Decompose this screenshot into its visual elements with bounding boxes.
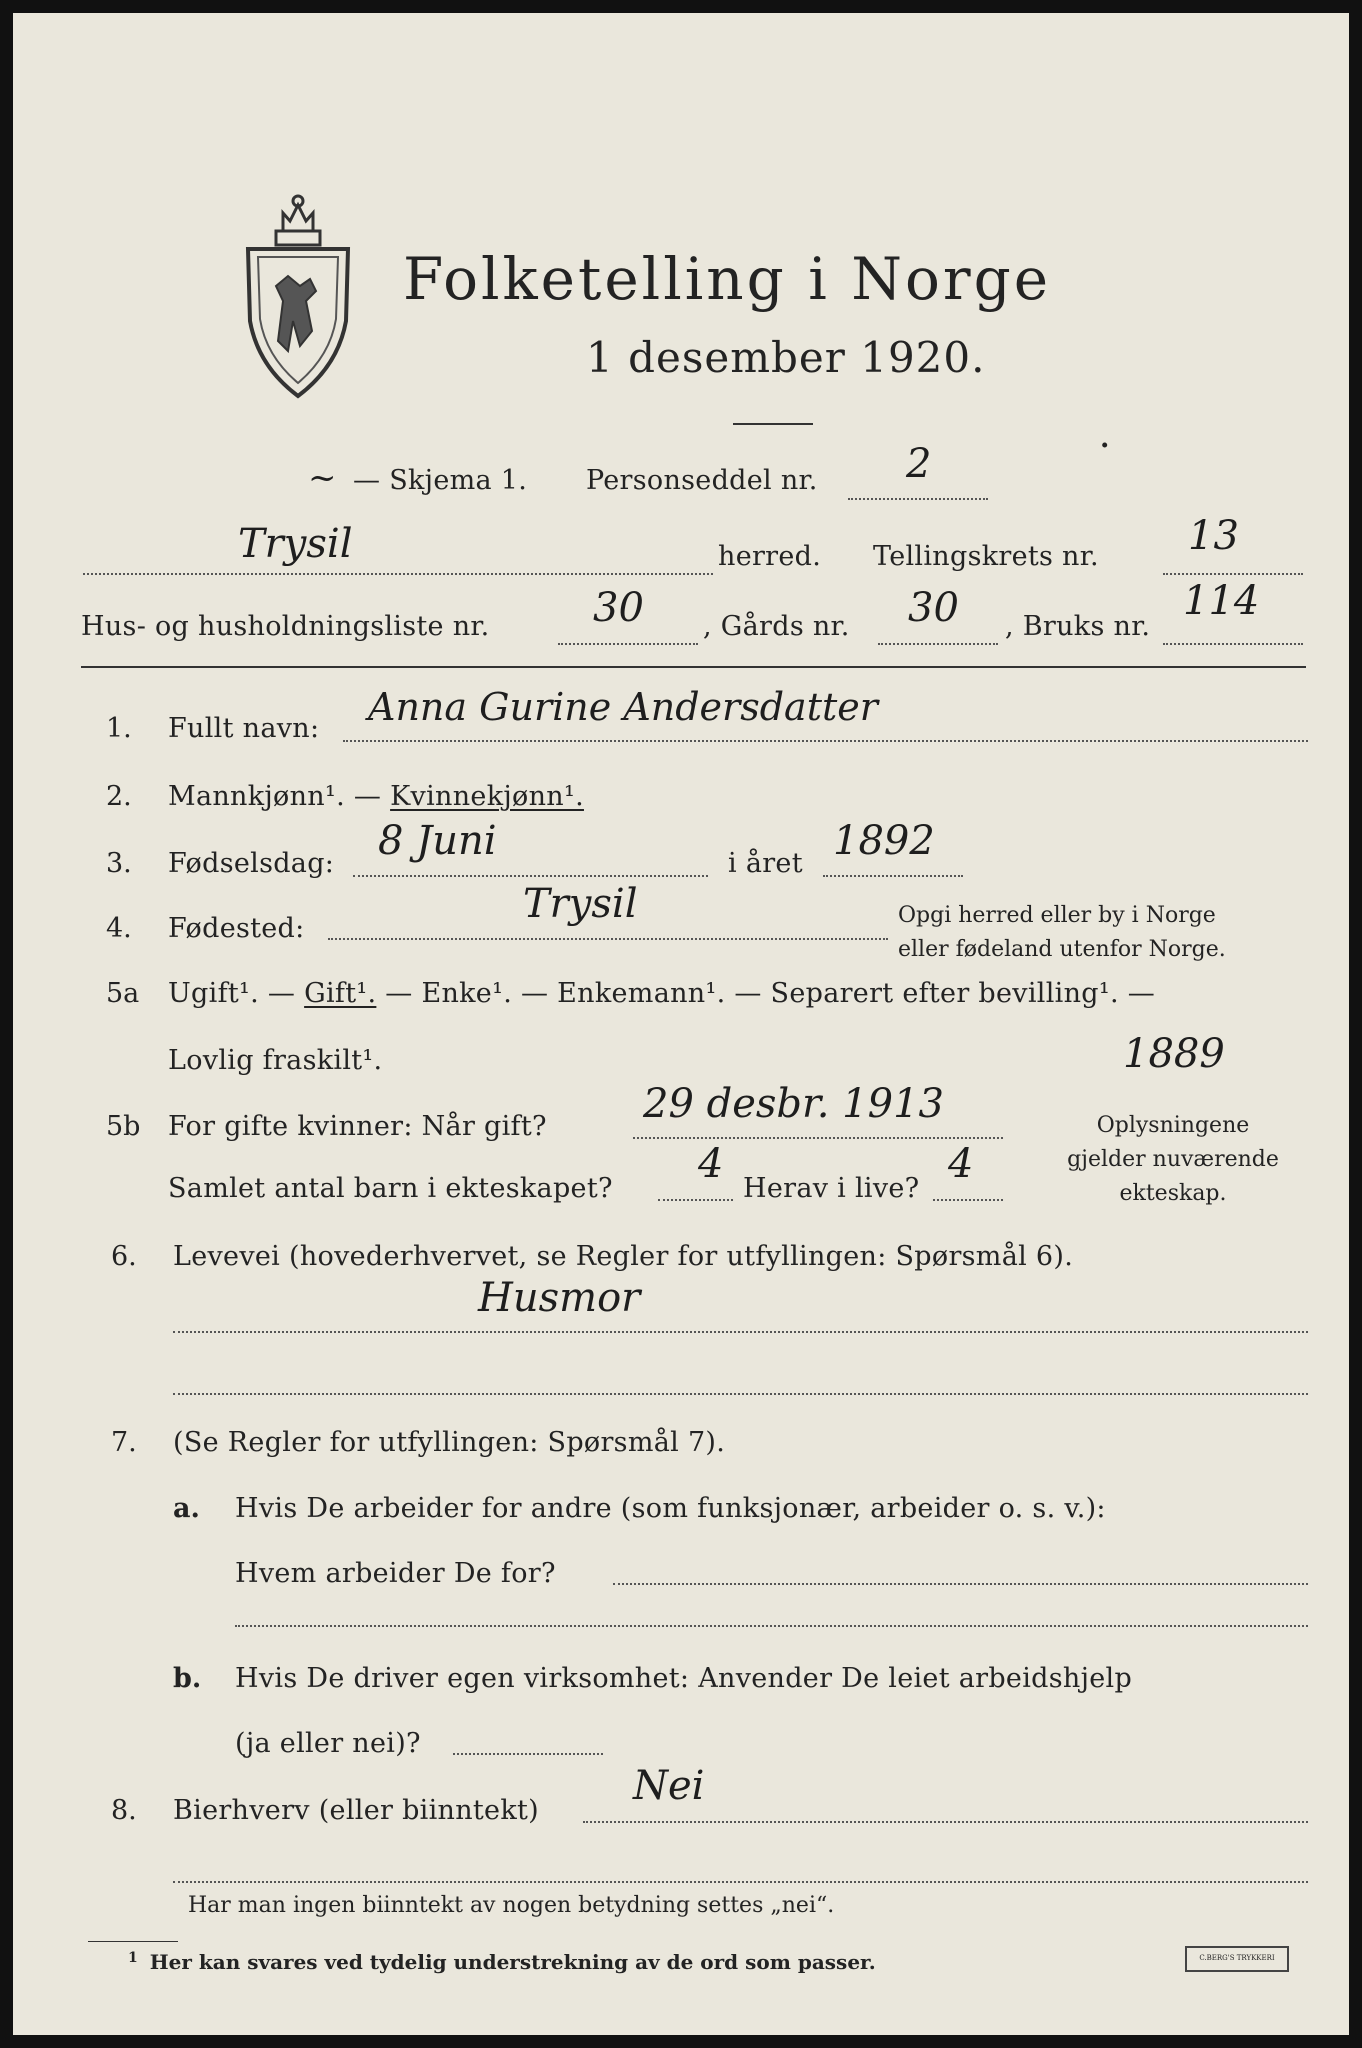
- gards-value: 30: [908, 585, 959, 631]
- tellingskrets-value: 13: [1188, 513, 1239, 559]
- q7-number: 7.: [111, 1427, 137, 1458]
- q6-value: Husmor: [478, 1275, 641, 1321]
- q7b-field: [453, 1753, 603, 1755]
- q2-male-option: Mannkjønn¹.: [168, 781, 345, 812]
- q2-options: [168, 781, 584, 812]
- q7a-field: [613, 1583, 1308, 1585]
- printer-stamp: C.BERG'S TRYKKERI: [1185, 1946, 1289, 1972]
- dot-mark: .: [1100, 423, 1110, 454]
- q3-label: Fødselsdag:: [168, 848, 335, 879]
- q3-field: [353, 875, 708, 877]
- q5a-number: 5a: [106, 978, 140, 1009]
- footnote: $^1$ Her kan svares ved tydelig understrekning av de ord som passer.: [128, 1950, 876, 1974]
- q7a-number: a.: [173, 1493, 200, 1524]
- q2-female-option: Kvinnekjønn¹.: [390, 781, 584, 812]
- q3-year-label: i året: [728, 848, 803, 879]
- header-divider: [81, 666, 1306, 668]
- q1-label: Fullt navn:: [168, 713, 320, 744]
- q2-separator: —: [345, 781, 391, 812]
- title-divider: [733, 423, 813, 425]
- tellingskrets-field: [1163, 573, 1303, 575]
- q7b-number: b.: [173, 1663, 202, 1694]
- q8-value: Nei: [633, 1763, 705, 1809]
- q4-label: Fødested:: [168, 913, 305, 944]
- q4-value: Trysil: [523, 881, 638, 927]
- bruks-value: 114: [1183, 578, 1260, 624]
- q5a-options: Ugift¹. — Gift¹. — Enke¹. — Enkemann¹. — Separert efter bevilling¹. —: [168, 978, 1156, 1009]
- page-title: Folketelling i Norge: [403, 245, 1052, 313]
- q5b-alive-label: Herav i live?: [743, 1173, 920, 1204]
- personseddel-value: 2: [906, 441, 932, 487]
- herred-label: herred.: [718, 541, 822, 572]
- q8-field: [583, 1821, 1308, 1823]
- q6-label: Levevei (hovederhvervet, se Regler for utfyllingen: Spørsmål 6).: [173, 1241, 1074, 1272]
- q3-number: 3.: [106, 848, 132, 879]
- census-form: [13, 13, 1349, 2035]
- q7a-line2: Hvem arbeider De for?: [235, 1558, 556, 1589]
- q7b-line2: (ja eller nei)?: [235, 1728, 421, 1759]
- q8-number: 8.: [111, 1795, 137, 1826]
- bruks-field: [1163, 643, 1303, 645]
- skjema-label: — Skjema 1.: [353, 465, 528, 496]
- gards-label: , Gårds nr.: [703, 611, 850, 642]
- q5a-margin-note: 1889: [1123, 1031, 1225, 1077]
- q1-field: [343, 740, 1308, 742]
- q5b-alive-field: [933, 1199, 1003, 1201]
- herred-field: [83, 573, 713, 575]
- q2-number: 2.: [106, 781, 132, 812]
- husliste-value: 30: [593, 585, 644, 631]
- q5b-label: For gifte kvinner: Når gift?: [168, 1111, 547, 1142]
- q4-field: [328, 938, 888, 940]
- q3-year-value: 1892: [833, 818, 935, 864]
- tellingskrets-label: Tellingskrets nr.: [873, 541, 1099, 572]
- q7b-label: Hvis De driver egen virksomhet: Anvender De leiet arbeidshjelp: [235, 1663, 1133, 1694]
- q5b-children-field: [658, 1199, 733, 1201]
- personseddel-field: [848, 498, 988, 500]
- q5b-field: [633, 1137, 1003, 1139]
- coat-of-arms-icon: [238, 191, 358, 401]
- q5b-note: Oplysningene gjelder nuværende ekteskap.: [1067, 1113, 1279, 1206]
- census-date: 1 desember 1920.: [586, 333, 986, 382]
- q1-number: 1.: [106, 713, 132, 744]
- q3-value: 8 Juni: [378, 818, 497, 864]
- q6-field-2: [173, 1393, 1308, 1395]
- gards-field: [878, 643, 998, 645]
- husliste-field: [558, 643, 698, 645]
- q8-label: Bierhverv (eller biinntekt): [173, 1795, 539, 1826]
- q5b-alive-value: 4: [948, 1141, 974, 1187]
- q8-field-2: [173, 1881, 1308, 1883]
- q6-field: [173, 1331, 1308, 1333]
- footnote-rule: [88, 1941, 178, 1942]
- q7-label: (Se Regler for utfyllingen: Spørsmål 7).: [173, 1427, 726, 1458]
- q4-number: 4.: [106, 913, 132, 944]
- herred-value: Trysil: [238, 521, 353, 567]
- q5b-children-label: Samlet antal barn i ekteskapet?: [168, 1173, 613, 1204]
- q5b-value: 29 desbr. 1913: [643, 1081, 944, 1127]
- q6-number: 6.: [111, 1241, 137, 1272]
- footer-note: Har man ingen biinntekt av nogen betydning settes „nei“.: [188, 1893, 835, 1918]
- bruks-label: , Bruks nr.: [1005, 611, 1151, 642]
- q4-note: Opgi herred eller by i Norge eller fødeland utenfor Norge.: [898, 903, 1226, 962]
- q7a-label: Hvis De arbeider for andre (som funksjonær, arbeider o. s. v.):: [235, 1493, 1106, 1524]
- personseddel-label: Personseddel nr.: [586, 465, 818, 496]
- q5a-line2: Lovlig fraskilt¹.: [168, 1045, 383, 1076]
- q7a-field-2: [235, 1625, 1308, 1627]
- q1-value: Anna Gurine Andersdatter: [368, 685, 878, 729]
- handwritten-dash: ~: [308, 458, 337, 498]
- q5b-number: 5b: [106, 1111, 141, 1142]
- husliste-label: Hus- og husholdningsliste nr.: [81, 611, 490, 642]
- q3-year-field: [823, 875, 963, 877]
- q5b-children-value: 4: [698, 1141, 724, 1187]
- q5a-selected-option: Gift¹.: [304, 978, 377, 1009]
